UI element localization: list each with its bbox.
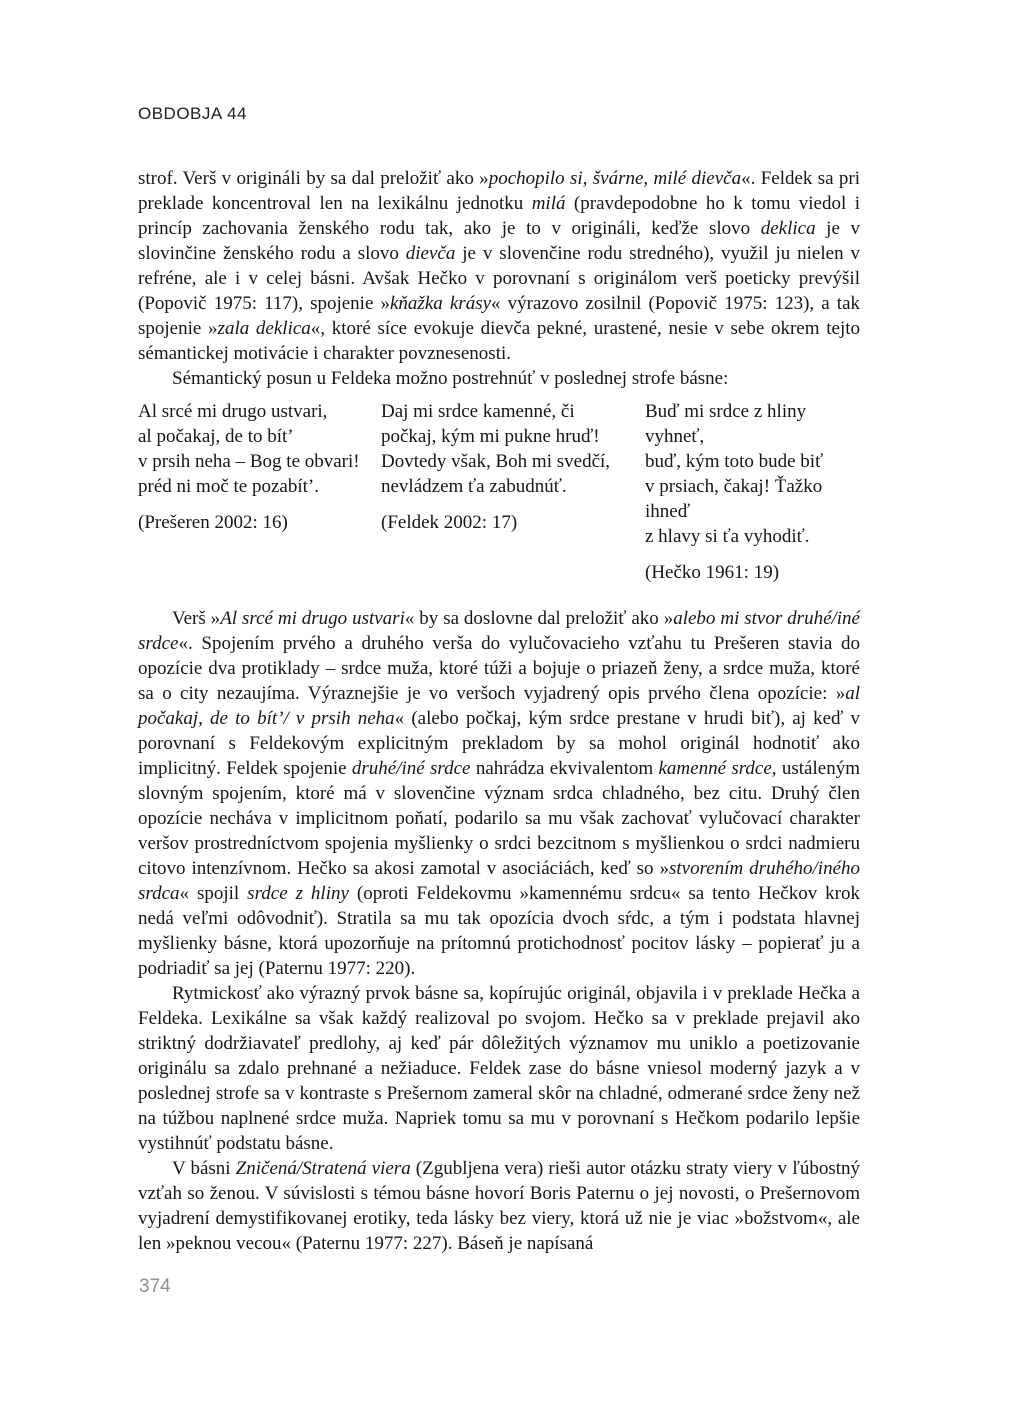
text-run: «. Spojením prvého a druhého verša do vylučovacieho vzťahu tu Prešeren stavia do opozície dva protiklady – srdce muža, ktoré túži a bojuje o priazeň ženy, a srdce muža, ktoré sa o city nezaujíma. Výraznejšie je vo veršoch vyjadrený opis prvého člena opozície: » [138, 633, 860, 704]
verse-line: al počakaj, de to bít’ [138, 426, 294, 447]
verse-citation: (Feldek 2002: 17) [381, 512, 518, 533]
text-run: « (alebo počkaj, kým srdce prestane v hrudi biť), aj keď v porovnaní s Feldekovým explicitným prekladom by sa mohol originál hodnotiť ako implicitný. Feldek spojenie [138, 708, 860, 779]
verse-comparison [138, 399, 860, 585]
text-run: druhé/iné srdce [351, 758, 471, 779]
verse-column-feldek [381, 399, 645, 585]
verse-line: v prsiach, čakaj! Ťažko ihneď [645, 476, 823, 522]
text-run: (oproti Feldekovmu »kamennému srdcu« sa tento Hečkov krok nedá veľmi odôvodniť). Stratila sa mu tak opozícia dvoch sŕdc, a tým i podstata hlavnej myšlienky básne, ktorá upozorňuje na prítomnú protichodnosť pocitov lásky – popierať ju a podriadiť sa jej (Paternu 1977: 220). [138, 883, 860, 979]
text-run: kamenné srdce [658, 758, 772, 779]
verse-line: z hlavy si ťa vyhodiť. [645, 526, 810, 547]
text-run: Sémantický posun u Feldeka možno postrehnúť v poslednej strofe básne: [172, 368, 729, 389]
verse-line: v prsih neha – Bog te obvari! [138, 451, 360, 472]
verse-line: buď, kým toto bude biť [645, 451, 824, 472]
text-run: Verš » [172, 608, 221, 629]
text-run: Zničená/Stratená viera [235, 1158, 411, 1179]
text-run: (pravdepodobne ho k tomu viedol i princíp zachovania ženského rodu tak, ako je to v origináli, keďže slovo [138, 193, 860, 239]
text-run: dievča [405, 243, 456, 264]
verse-column-hecko [645, 399, 860, 585]
text-block [138, 166, 860, 1256]
verse-line: Buď mi srdce z hliny vyhneť, [645, 401, 807, 447]
verse-line: Dovtedy však, Boh mi svedčí, [381, 451, 611, 472]
verse-line: počkaj, kým mi pukne hruď! [381, 426, 600, 447]
text-run: « spojil [179, 883, 248, 904]
text-run: strof. Verš v origináli by sa dal preložiť ako » [138, 168, 489, 189]
text-run: (Zgubljena vera) rieši autor otázku straty viery v ľúbostný vzťah so ženou. V súvislosti s témou básne hovorí Boris Paternu o jej novosti, o Prešernovom vyjadrení demystifikovanej erotiky, teda lásky bez viery, ktorá už nie je viac »božstvom«, ale len »peknou vecou« (Paternu 1977: 227). Báseň je napísaná [138, 1158, 860, 1254]
verse-citation: (Prešeren 2002: 16) [138, 512, 288, 533]
verse-line: préd ni moč te pozabít’. [138, 476, 319, 497]
text-run: al počakaj, de to bít’/ v prsih neha [138, 683, 860, 729]
body-paragraph-1 [138, 166, 860, 366]
body-paragraph-2 [138, 366, 860, 391]
verse-citation: (Hečko 1961: 19) [645, 562, 780, 583]
text-run: je v slovenčine rodu stredného), využil ju nielen v refréne, ale i v celej básni. Avšak Hečko v porovnaní s originálom verš poeticky prevýšil (Popovič 1975: 117), spojenie » [138, 243, 860, 314]
verse-column-preseren [138, 399, 381, 585]
verse-line: Daj mi srdce kamenné, či [381, 401, 575, 422]
text-run: pochopilo si, švárne, milé dievča [488, 168, 742, 189]
text-run: nahrádza ekvivalentom [470, 758, 659, 779]
text-run: alebo mi stvor druhé/iné srdce [138, 608, 860, 654]
text-run: zala deklica [217, 318, 311, 339]
text-run: je v slovinčine ženského rodu a slovo [138, 218, 860, 264]
text-run: kňažka krásy [390, 293, 492, 314]
text-run: deklica [760, 218, 816, 239]
page-number: 374 [139, 1276, 171, 1297]
text-run: «. Feldek sa pri preklade koncentroval len na lexikálnu jednotku [138, 168, 860, 214]
body-paragraph-3 [138, 606, 860, 981]
text-run: « výrazovo zosilnil (Popovič 1975: 123), a tak spojenie » [138, 293, 861, 339]
text-run: , ustáleným slovným spojením, ktoré má v slovenčine význam srdca chladného, bez citu. Druhý člen opozície necháva v implicitnom poňatí, podarilo sa mu však zachovať vylučovací charakter veršov prostredníctvom spojenia myšlienky o srdci bezcitnom s myšlienkou o srdci nadmieru citovo intenzívnom. Hečko sa akosi zamotal v asociáciách, keď so » [138, 758, 860, 879]
text-run: srdce z hliny [247, 883, 349, 904]
body-paragraph-4 [138, 981, 860, 1156]
text-run: V básni [172, 1158, 236, 1179]
text-run: Rytmickosť ako výrazný prvok básne sa, kopírujúc originál, objavila i v preklade Hečka a Feldeka. Lexikálne sa však každý realizoval po svojom. Hečko sa v preklade prejavil ako striktný dodržiavateľ predlohy, aj keď pár dôležitých významov mu uniklo a poetizovanie originálu sa zdalo prehnané a nežiaduce. Feldek zase do básne vniesol moderný jazyk a v poslednej strofe sa v kontraste s Prešernom zameral skôr na chladné, odmerané srdce ženy než na túžbou naplnené srdce muža. Napriek tomu sa mu v porovnaní s Hečkom podarilo lepšie vystihnúť podstatu básne. [138, 983, 860, 1154]
verse-line: Al srcé mi drugo ustvari, [138, 401, 328, 422]
text-run: « by sa doslovne dal preložiť ako » [404, 608, 674, 629]
text-run: stvorením druhého/iného srdca [138, 858, 860, 904]
verse-line: nevládzem ťa zabudnúť. [381, 476, 567, 497]
text-run: milá [531, 193, 566, 214]
text-run: Al srcé mi drugo ustvari [220, 608, 405, 629]
running-header: OBDOBJA 44 [138, 104, 247, 123]
text-run: «, ktoré síce evokuje dievča pekné, urastené, nesie v sebe okrem tejto sémantickej motivácie i charakter povznesenosti. [138, 318, 861, 364]
body-paragraph-5 [138, 1156, 860, 1256]
